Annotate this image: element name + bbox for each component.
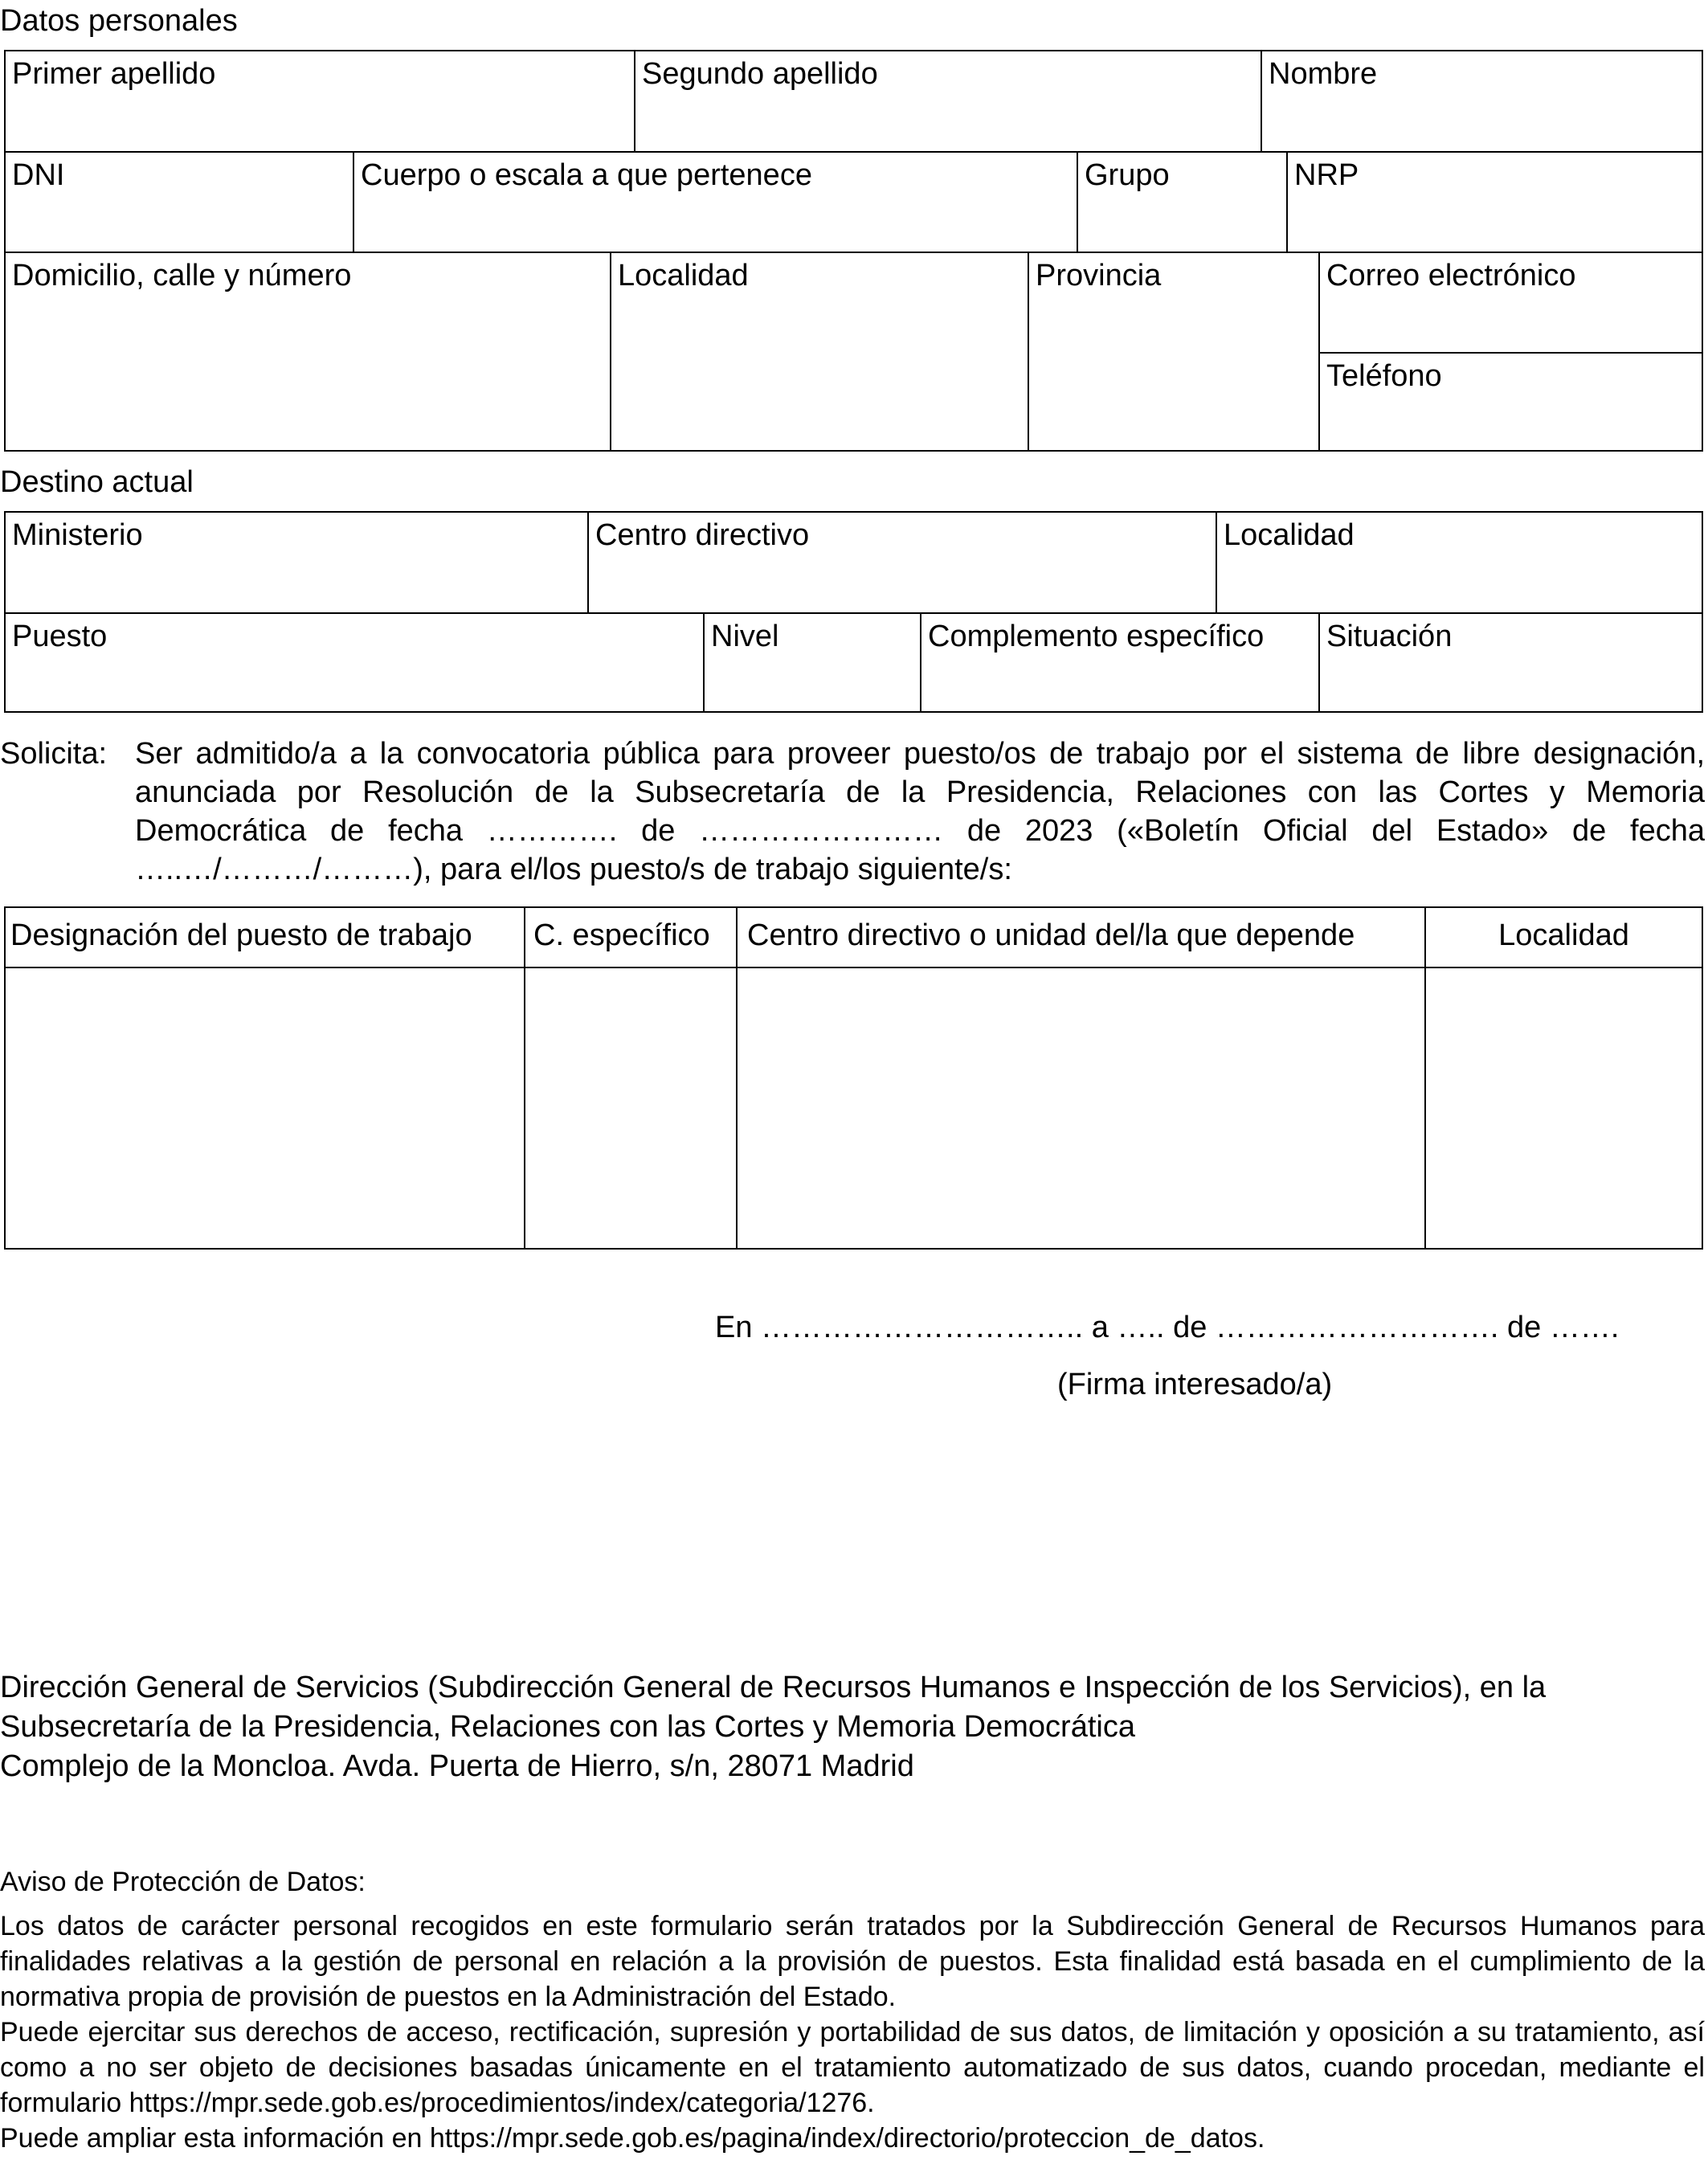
- address-line-1: Dirección General de Servicios (Subdirección General de Recursos Humanos e Inspección de los Servicios), en la: [0, 1671, 1547, 1704]
- dni-field[interactable]: [6, 151, 353, 252]
- destino-localidad-field[interactable]: [1216, 513, 1702, 612]
- domicilio-label: Domicilio, calle y número: [12, 259, 352, 292]
- solicita-text: Ser admitido/a a la convocatoria pública para proveer puesto/os de trabajo por el sistema de libre designación, anunciada por Resolución de la Subsecretaría de la Presidencia, Relaciones con las Cortes y Memoria Democrática de fecha …………. de …………………… de 2023 («Boletín Oficial del Estado» de fecha …..…/………/………), para el/los puesto/s de trabajo siguiente/s:: [135, 737, 1705, 886]
- complemento-field[interactable]: [920, 612, 1318, 711]
- col-designacion[interactable]: [6, 908, 524, 1248]
- ministerio-label: Ministerio: [12, 518, 143, 552]
- centro-directivo-label: Centro directivo: [595, 518, 810, 552]
- segundo-apellido-field[interactable]: [634, 51, 1261, 151]
- correo-field[interactable]: [1318, 252, 1702, 352]
- destino-box: [4, 511, 1703, 713]
- grupo-label: Grupo: [1085, 158, 1170, 192]
- dni-label: DNI: [12, 158, 65, 192]
- header-localidad: Localidad: [1498, 918, 1629, 952]
- col-c-especifico[interactable]: [524, 908, 736, 1248]
- puesto-field[interactable]: [6, 612, 703, 711]
- solicita-paragraph: [0, 734, 1705, 895]
- place-date-line: En ………………………….. a ….. de ………………………. de …….: [715, 1311, 1620, 1344]
- nombre-field[interactable]: [1261, 51, 1702, 151]
- nombre-label: Nombre: [1269, 57, 1378, 91]
- situacion-label: Situación: [1326, 620, 1453, 653]
- primer-apellido-field[interactable]: [6, 51, 634, 151]
- complemento-label: Complemento específico: [928, 620, 1265, 653]
- centro-directivo-field[interactable]: [587, 513, 1216, 612]
- table-header-divider: [6, 967, 1702, 968]
- puesto-label: Puesto: [12, 620, 108, 653]
- grupo-field[interactable]: [1077, 151, 1286, 252]
- nrp-label: NRP: [1294, 158, 1359, 192]
- privacy-title: Aviso de Protección de Datos:: [0, 1867, 366, 1897]
- firma-label: (Firma interesado/a): [1057, 1368, 1333, 1401]
- puestos-table: [4, 906, 1703, 1250]
- privacy-paragraph-2: Puede ejercitar sus derechos de acceso, rectificación, supresión y portabilidad de sus datos, de limitación y oposición a su tratamiento, así como a no ser objeto de decisiones basadas únicamente en el tratamiento automatizado de sus datos, cuando procedan, mediante el formulario https://mpr.sede.gob.es/procedimientos/index/categoria/1276.: [0, 2017, 1705, 2118]
- destino-localidad-label: Localidad: [1224, 518, 1355, 552]
- privacy-paragraph-3: Puede ampliar esta información en https://mpr.sede.gob.es/pagina/index/directorio/proteccion_de_datos.: [0, 2123, 1265, 2154]
- ministerio-field[interactable]: [6, 513, 587, 612]
- personal-data-box: [4, 50, 1703, 452]
- primer-apellido-label: Primer apellido: [12, 57, 216, 91]
- nivel-label: Nivel: [711, 620, 779, 653]
- col-localidad[interactable]: [1424, 908, 1702, 1248]
- address-line-2: Subsecretaría de la Presidencia, Relaciones con las Cortes y Memoria Democrática: [0, 1710, 1135, 1744]
- col-centro-directivo[interactable]: [736, 908, 1424, 1248]
- segundo-apellido-label: Segundo apellido: [642, 57, 878, 91]
- header-centro-directivo: Centro directivo o unidad del/la que depende: [747, 918, 1355, 952]
- cuerpo-field[interactable]: [353, 151, 1077, 252]
- telefono-label: Teléfono: [1326, 359, 1442, 393]
- section-title-datos-personales: Datos personales: [0, 4, 238, 38]
- domicilio-field[interactable]: [6, 252, 610, 450]
- privacy-paragraph-1: Los datos de carácter personal recogidos en este formulario serán tratados por la Subdirección General de Recursos Humanos para finalidades relativas a la gestión de personal en relación a la provisión de puestos. Esta finalidad está basada en el cumplimiento de la normativa propia de provisión de puestos en la Administración del Estado.: [0, 1911, 1705, 2012]
- localidad-label: Localidad: [618, 259, 749, 292]
- section-title-destino-actual: Destino actual: [0, 465, 194, 499]
- header-designacion: Designación del puesto de trabajo: [10, 918, 472, 952]
- provincia-label: Provincia: [1036, 259, 1162, 292]
- solicita-label: Solicita:: [0, 737, 108, 771]
- cuerpo-label: Cuerpo o escala a que pertenece: [361, 158, 812, 192]
- localidad-field[interactable]: [610, 252, 1028, 450]
- situacion-field[interactable]: [1318, 612, 1702, 711]
- telefono-field[interactable]: [1318, 352, 1702, 450]
- nivel-field[interactable]: [703, 612, 920, 711]
- address-block: [0, 1668, 1708, 1786]
- privacy-text: [0, 1908, 1705, 2156]
- nrp-field[interactable]: [1286, 151, 1702, 252]
- correo-label: Correo electrónico: [1326, 259, 1576, 292]
- header-c-especifico: C. específico: [533, 918, 710, 952]
- provincia-field[interactable]: [1028, 252, 1318, 450]
- address-line-3: Complejo de la Moncloa. Avda. Puerta de Hierro, s/n, 28071 Madrid: [0, 1749, 914, 1783]
